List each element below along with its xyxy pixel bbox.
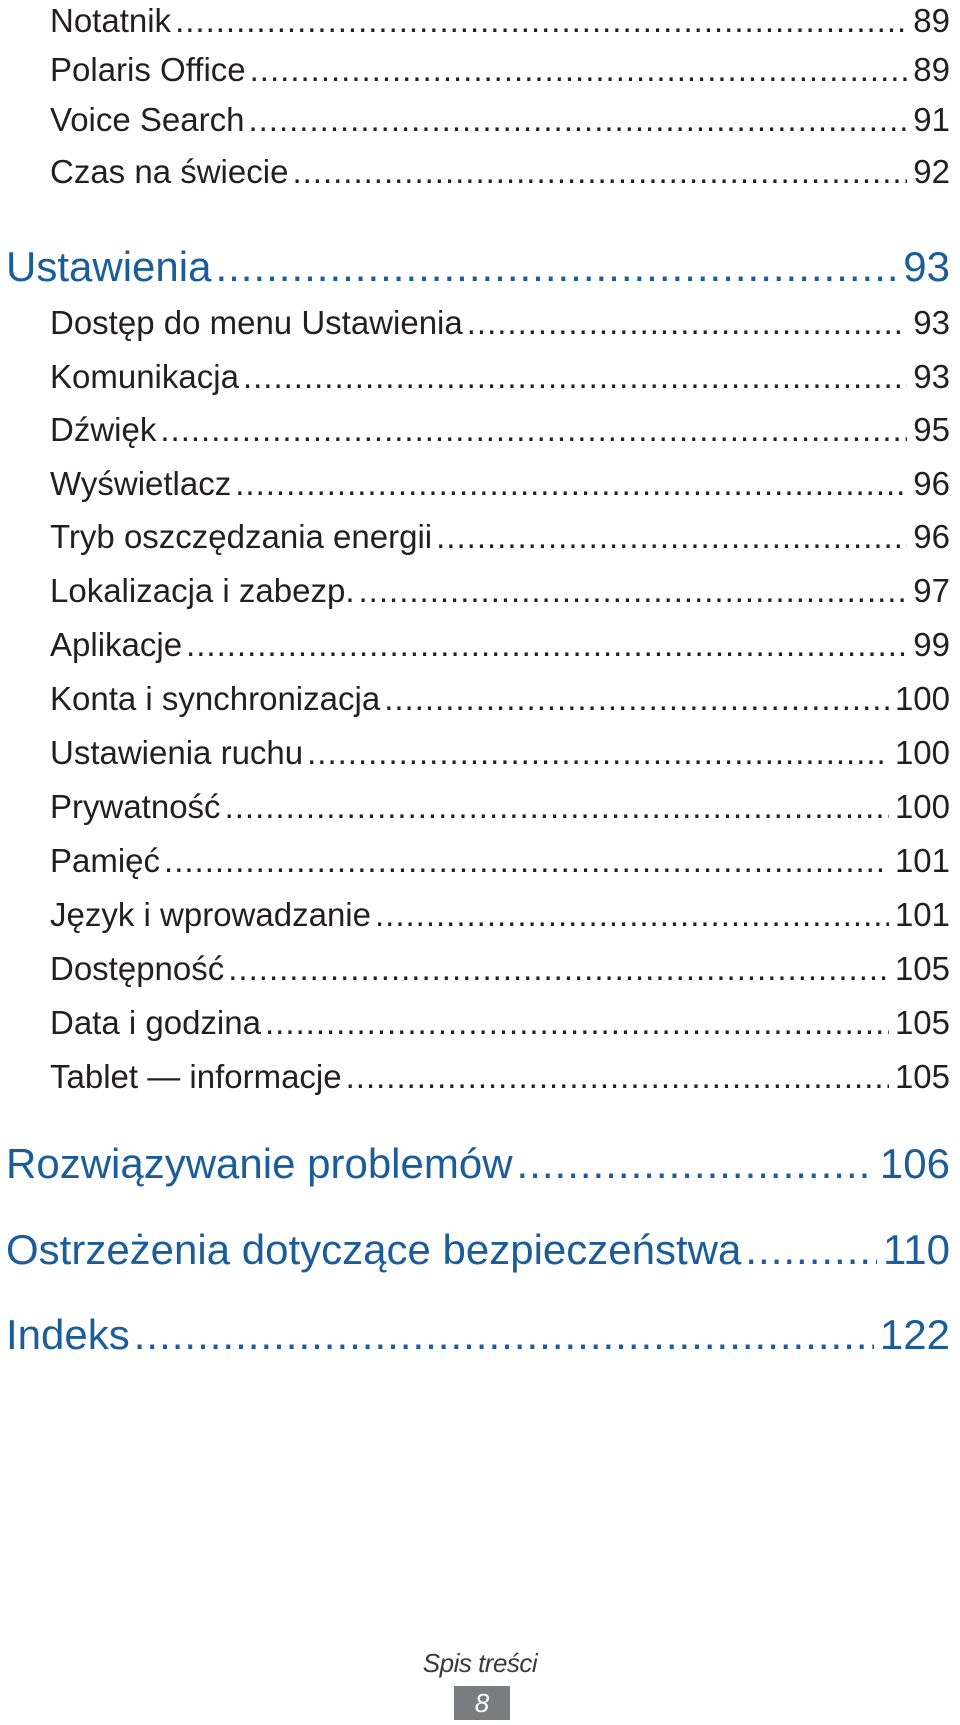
dot-leader [225,780,889,834]
toc-entry-page: 101 [894,842,950,879]
toc-entry-page: 99 [913,626,950,663]
toc-entry-page: 96 [913,465,950,502]
dot-leader [175,0,907,48]
toc-entry-lokalizacja[interactable] [50,564,950,618]
toc-entry-title: Czas na świecie [50,153,289,190]
footer-page-number: 8 [454,1686,510,1720]
dot-leader [375,888,889,942]
toc-section-title: Ustawienia [6,243,212,290]
dot-leader [467,296,908,350]
toc-entry-aplikacje[interactable] [50,618,950,672]
toc-entry-title: Wyświetlacz [50,465,232,502]
toc-entry-page: 89 [913,51,950,88]
toc-entry-tryb-oszczedzania[interactable] [50,510,950,564]
dot-leader [384,672,889,726]
toc-entry-page: 100 [894,788,950,825]
toc-section-title: Ostrzeżenia dotyczące bezpieczeństwa [6,1226,742,1273]
toc-entry-tablet-informacje[interactable] [50,1050,950,1104]
toc-entry-title: Polaris Office [50,51,246,88]
toc-entry-title: Lokalizacja i zabezp. [50,572,355,609]
toc-entry-title: Pamięć [50,842,161,879]
toc-entry-page: 93 [913,358,950,395]
toc-entry-page: 100 [894,680,950,717]
toc-entry-title: Tryb oszczędzania energii [50,518,433,555]
toc-entry-title: Dostęp do menu Ustawienia [50,304,463,341]
toc-section-page: 106 [879,1140,950,1187]
dot-leader [359,564,908,618]
toc-entry-title: Dostępność [50,950,225,987]
toc-entry-prywatnosc[interactable] [50,780,950,834]
dot-leader [250,43,908,97]
toc-entry-page: 91 [913,101,950,138]
toc-entry-title: Data i godzina [50,1004,261,1041]
toc-entry-komunikacja[interactable] [50,350,950,404]
toc-section-title: Rozwiązywanie problemów [6,1140,513,1187]
toc-entry-czas-na-swiecie[interactable] [50,145,950,199]
toc-entry-dostepnosc[interactable] [50,942,950,996]
toc-entry-title: Ustawienia ruchu [50,734,304,771]
dot-leader [235,457,907,511]
dot-leader [160,403,907,457]
toc-entry-title: Aplikacje [50,626,183,663]
footer-section-label: Spis treści [422,1648,538,1678]
dot-leader [164,834,889,888]
toc-entry-page: 96 [913,518,950,555]
dot-leader [243,350,907,404]
toc-section-rozwiazywanie-problemow[interactable] [6,1132,950,1196]
toc-section-indeks[interactable] [6,1303,950,1367]
toc-entry-jezyk[interactable] [50,888,950,942]
dot-leader [292,145,907,199]
toc-entry-title: Dźwięk [50,411,157,448]
dot-leader [186,618,907,672]
dot-leader [517,1132,874,1196]
toc-entry-dostep-do-menu[interactable] [50,296,950,350]
dot-leader [228,942,889,996]
toc-section-page: 122 [879,1311,950,1358]
toc-entry-page: 93 [913,304,950,341]
toc-entry-title: Notatnik [50,2,172,39]
toc-entry-notatnik[interactable] [50,0,950,48]
toc-section-ostrzezenia[interactable] [6,1218,950,1282]
toc-entry-page: 100 [894,734,950,771]
toc-entry-page: 97 [913,572,950,609]
toc-entry-pamiec[interactable] [50,834,950,888]
toc-entry-title: Tablet — informacje [50,1058,342,1095]
dot-leader [215,235,897,299]
toc-section-ustawienia[interactable] [6,235,950,299]
toc-entry-page: 105 [894,1058,950,1095]
dot-leader [134,1303,874,1367]
toc-section-page: 110 [883,1226,950,1273]
toc-entry-title: Konta i synchronizacja [50,680,381,717]
toc-entry-konta[interactable] [50,672,950,726]
toc-entry-page: 105 [894,950,950,987]
toc-entry-wyswietlacz[interactable] [50,457,950,511]
toc-entry-page: 89 [913,2,950,39]
toc-entry-page: 92 [913,153,950,190]
toc-entry-title: Komunikacja [50,358,239,395]
toc-entry-page: 105 [894,1004,950,1041]
toc-entry-data-i-godzina[interactable] [50,996,950,1050]
dot-leader [436,510,907,564]
toc-entry-ustawienia-ruchu[interactable] [50,726,950,780]
dot-leader [248,93,907,147]
dot-leader [307,726,889,780]
toc-entry-title: Język i wprowadzanie [50,896,371,933]
toc-entry-polaris-office[interactable] [50,43,950,97]
toc-entry-page: 95 [913,411,950,448]
toc-entry-voice-search[interactable] [50,93,950,147]
toc-entry-title: Prywatność [50,788,221,825]
toc-entry-page: 101 [894,896,950,933]
dot-leader [265,996,889,1050]
dot-leader [745,1218,877,1282]
toc-entry-dzwiek[interactable] [50,403,950,457]
toc-section-title: Indeks [6,1311,130,1358]
dot-leader [346,1050,889,1104]
toc-section-page: 93 [903,243,950,290]
toc-entry-title: Voice Search [50,101,245,138]
